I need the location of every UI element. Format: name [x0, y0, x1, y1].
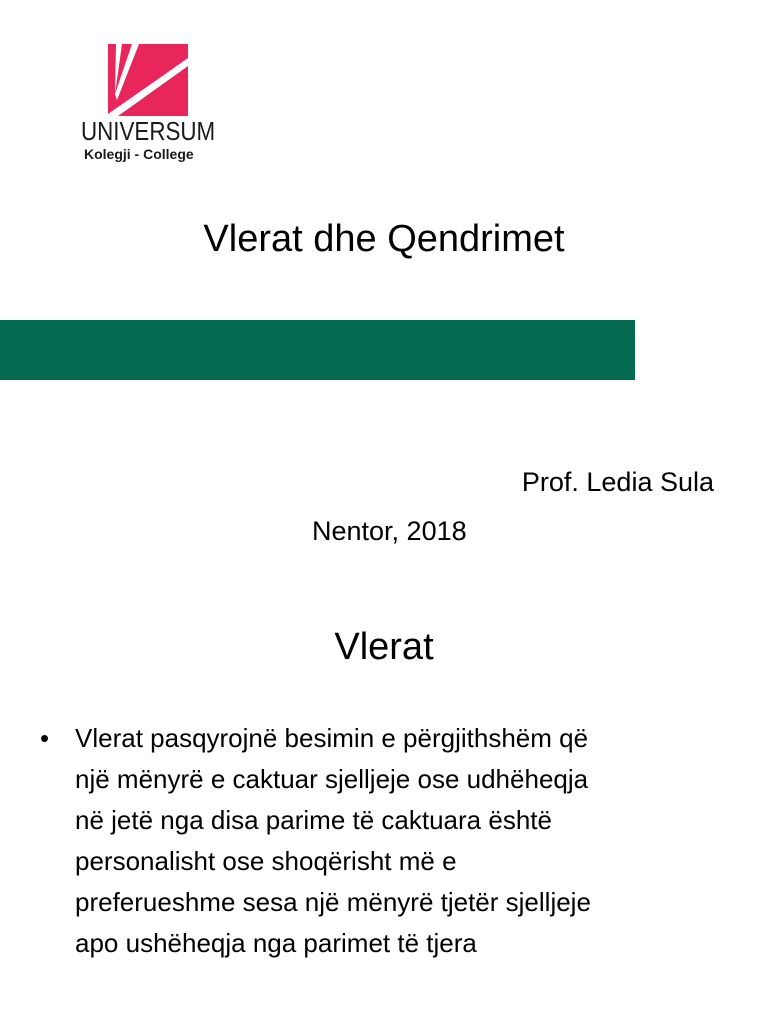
slide-heading: Vlerat	[334, 626, 434, 668]
author-name: Prof. Ledia Sula	[521, 467, 714, 497]
bullet-list	[40, 718, 730, 964]
accent-bar	[0, 320, 635, 380]
bullet-line: në jetë nga disa parime të caktuara është	[75, 805, 552, 835]
logo-wordmark: UNIVERSUM	[81, 116, 216, 146]
slide-title-text: Vlerat dhe Qendrimet	[203, 218, 565, 260]
bullet-icon: •	[40, 723, 50, 753]
bullet-line: personalisht ose shoqërisht më e	[75, 846, 457, 876]
bullet-text	[75, 718, 730, 964]
universum-logo	[72, 40, 232, 165]
presentation-date: Nentor, 2018	[312, 516, 467, 546]
slide-vlerat	[0, 576, 768, 1024]
bullet-line: Vlerat pasqyrojnë besimin e përgjithshëm që	[75, 723, 589, 753]
bullet-line: apo ushëheqja nga parimet të tjera	[75, 928, 477, 958]
universum-logo-mark-icon	[108, 44, 188, 116]
list-item	[40, 718, 730, 964]
bullet-line: një mënyrë e caktuar sjelljeje ose udhëheqja	[75, 764, 589, 794]
logo-subtitle: Kolegji - College	[84, 146, 194, 162]
bullet-line: preferueshme sesa një mënyrë tjetër sjelljeje	[75, 887, 591, 917]
